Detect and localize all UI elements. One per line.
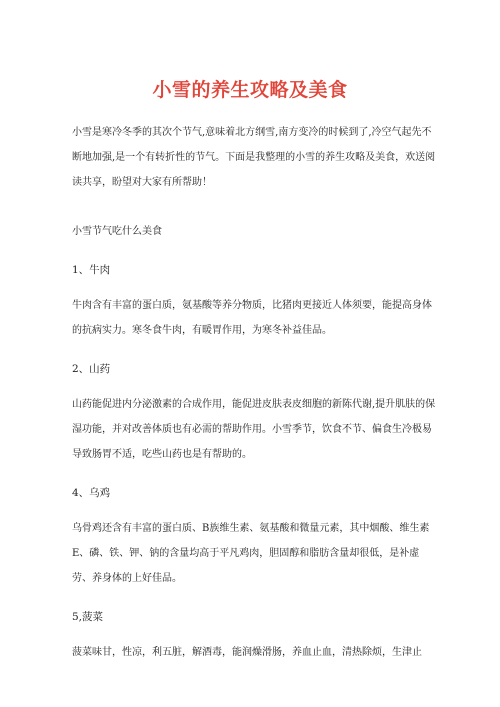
section-heading: 小雪节气吃什么美食 [72, 226, 162, 237]
item-heading-beef: 1、牛肉 [72, 264, 111, 276]
item-body-spinach: 菠菜味甘，性凉，利五脏，解酒毒，能润燥滑肠，养血止血，清热除烦，生津止 [72, 647, 422, 658]
item-heading-black-chicken: 4、乌鸡 [72, 487, 111, 499]
item-heading-yam: 2、山药 [72, 363, 111, 375]
intro-paragraph: 小雪是寒冷冬季的其次个节气,意味着北方纲雪,南方变冷的时候到了,冷空气起先不断地加强,是一个有转折性的节气。下面是我整理的小雪的养生攻略及美食，欢送阅读共享，盼望对大家有所帮助！ [72, 127, 436, 188]
document-content [72, 120, 436, 665]
item-body-yam: 山药能促进内分泌激素的合成作用，能促进皮肤表皮细胞的新陈代谢,提升肌肤的保湿功能，并对改善体质也有必需的帮助作用。小雪季节，饮食不节、偏食生冷极易导致肠胃不适，吃些山药也是有帮助的。 [72, 399, 436, 460]
item-heading-spinach: 5,菠菜 [72, 611, 104, 623]
item-body-beef: 牛肉含有丰富的蛋白质，氨基酸等养分物质，比猪肉更接近人体须要，能提高身体的抗病实力。寒冬食牛肉，有暖胃作用，为寒冬补益佳品。 [72, 300, 432, 336]
item-body-black-chicken: 乌骨鸡还含有丰富的蛋白质、B族维生素、氨基酸和微量元素，其中烟酸、维生素E、磷、铁、钾、钠的含量均高于平凡鸡肉，胆固醇和脂肪含量却很低，是补虚劳、养身体的上好佳品。 [72, 523, 430, 584]
page-title: 小雪的养生攻略及美食 [152, 79, 348, 101]
